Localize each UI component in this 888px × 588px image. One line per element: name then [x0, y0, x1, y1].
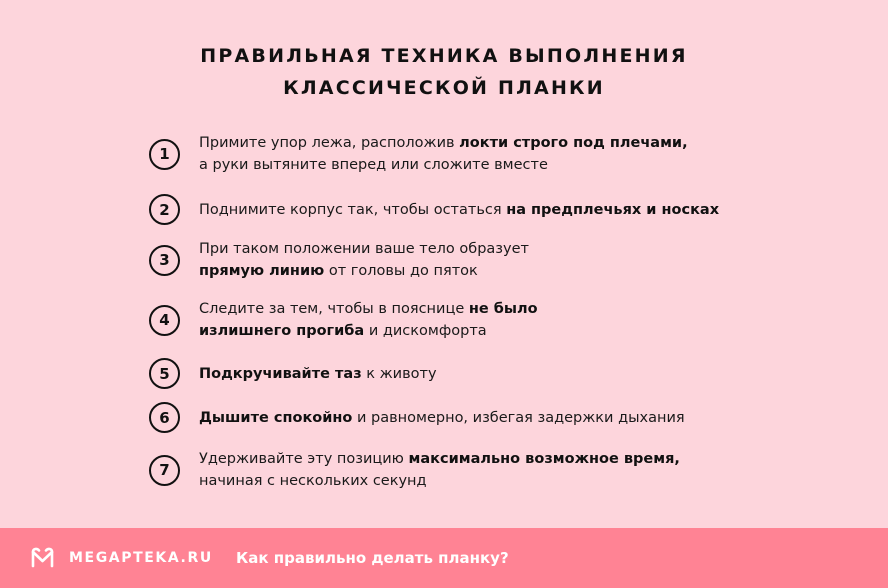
- step-text-bold: излишнего прогиба: [199, 323, 365, 339]
- step-text-segment: начиная с нескольких секунд: [199, 473, 427, 489]
- step-text-bold: не было: [468, 301, 538, 317]
- step-number-badge: 7: [149, 455, 180, 486]
- step-text-bold: максимально возможное время,: [408, 451, 680, 467]
- step-number-badge: 5: [149, 358, 180, 389]
- step-4: [149, 298, 829, 342]
- step-7: [149, 448, 829, 492]
- step-number-badge: 2: [149, 194, 180, 225]
- page-title: [0, 40, 888, 104]
- step-number-badge: 4: [149, 305, 180, 336]
- step-text-segment: к животу: [361, 365, 437, 382]
- step-text-line: [199, 320, 538, 342]
- step-number-badge: 3: [149, 245, 180, 276]
- step-2: [149, 194, 829, 225]
- step-text: [199, 238, 529, 282]
- step-6: [149, 402, 829, 433]
- step-text-bold: прямую линию: [199, 263, 325, 279]
- step-5: [149, 358, 829, 389]
- step-text-line: [199, 363, 437, 385]
- step-text: [199, 199, 719, 221]
- footer-banner: [0, 528, 888, 588]
- title-line-2: КЛАССИЧЕСКОЙ ПЛАНКИ: [283, 77, 605, 99]
- step-3: [149, 238, 829, 282]
- megapteka-logo-icon[interactable]: [30, 546, 55, 570]
- step-number-badge: 1: [149, 139, 180, 170]
- step-text-segment: Примите упор лежа, расположив: [199, 135, 460, 151]
- step-text: [199, 298, 538, 342]
- step-1: [149, 132, 829, 176]
- step-text-segment: и дискомфорта: [364, 323, 487, 339]
- step-text-line: [199, 298, 538, 320]
- step-text-segment: а руки вытяните вперед или сложите вместе: [199, 157, 548, 173]
- step-text: [199, 407, 685, 429]
- step-text: [199, 448, 680, 492]
- step-number-badge: 6: [149, 402, 180, 433]
- step-text-line: [199, 260, 529, 282]
- footer-question: Как правильно делать планку?: [236, 549, 509, 567]
- step-text-segment: Удерживайте эту позицию: [199, 451, 409, 467]
- step-text-bold: Дышите спокойно: [199, 409, 353, 426]
- step-text-bold: локти строго под плечами,: [459, 135, 688, 151]
- step-text-line: [199, 448, 680, 470]
- step-text-segment: Следите за тем, чтобы в пояснице: [199, 301, 469, 317]
- brand-name[interactable]: MEGAPTEKA.RU: [69, 550, 213, 566]
- step-text-line: [199, 154, 688, 176]
- step-text-line: [199, 238, 529, 260]
- step-text: [199, 363, 437, 385]
- step-text-bold: на предплечьях и носках: [506, 201, 720, 218]
- step-text-line: [199, 132, 688, 154]
- step-text-segment: При таком положении ваше тело образует: [199, 241, 529, 257]
- step-text-segment: от головы до пяток: [324, 263, 478, 279]
- title-line-1: ПРАВИЛЬНАЯ ТЕХНИКА ВЫПОЛНЕНИЯ: [200, 45, 688, 67]
- step-text-segment: и равномерно, избегая задержки дыхания: [352, 409, 685, 426]
- step-text: [199, 132, 688, 176]
- step-text-line: [199, 199, 719, 221]
- step-text-segment: Поднимите корпус так, чтобы остаться: [199, 201, 507, 218]
- step-text-line: [199, 407, 685, 429]
- step-text-bold: Подкручивайте таз: [199, 365, 362, 382]
- step-text-line: [199, 470, 680, 492]
